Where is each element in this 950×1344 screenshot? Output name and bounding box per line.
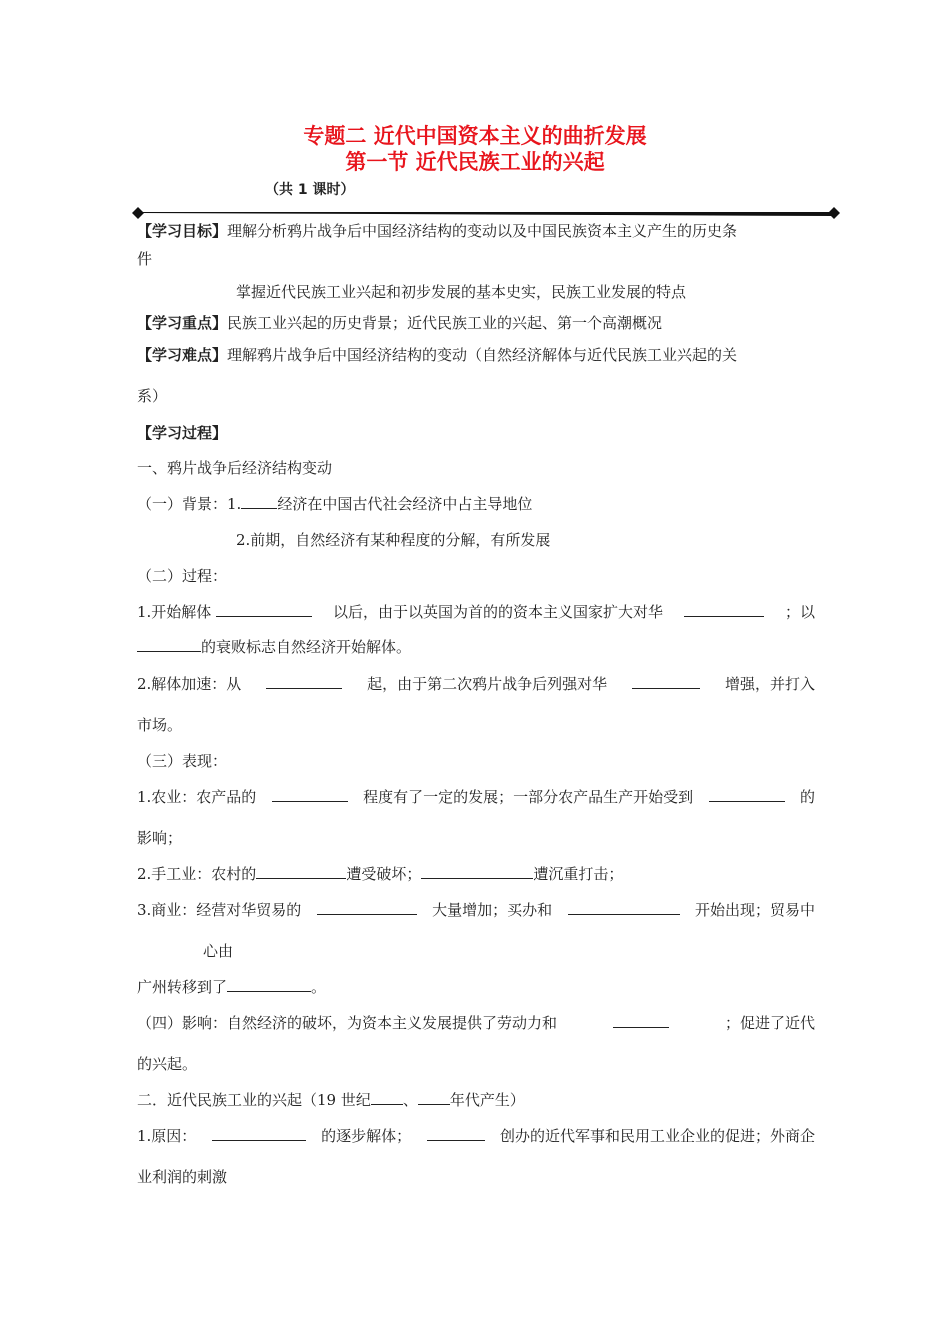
performance-line-3-cont: 心由: [203, 942, 234, 960]
diamond-right-icon: [828, 207, 840, 219]
performance-line-1-cont: 影响；: [137, 829, 183, 847]
cause-line-cont: 业利润的刺激: [137, 1168, 228, 1186]
process-subheading: （二）过程：: [137, 567, 228, 585]
fill-blank[interactable]: [613, 1012, 669, 1028]
performance-subheading: （三）表现：: [137, 752, 228, 770]
process-line-2: 2.解体加速：从 起，由于第二次鸦片战争后列强对华 增强，并打入: [137, 675, 815, 693]
fill-blank[interactable]: [227, 976, 311, 992]
process-heading: 【学习过程】: [137, 424, 228, 442]
section-2-heading: 二．近代民族工业的兴起（19 世纪 、 年代产生）: [137, 1091, 525, 1109]
goals-line-1: 【学习目标】理解分析鸦片战争后中国经济结构的变动以及中国民族资本主义产生的历史条: [137, 222, 738, 240]
divider-bar: [140, 212, 832, 216]
fill-blank[interactable]: [709, 786, 785, 802]
fill-blank[interactable]: [371, 1089, 403, 1105]
fill-blank[interactable]: [568, 899, 680, 915]
difficulty-line-cont: 系）: [137, 387, 168, 405]
focus-line: 【学习重点】民族工业兴起的历史背景；近代民族工业的兴起、第一个高潮概况: [137, 314, 663, 332]
fill-blank[interactable]: [216, 601, 312, 617]
fill-blank[interactable]: [137, 636, 201, 652]
class-hours: （共 1 课时）: [265, 182, 355, 198]
fill-blank[interactable]: [212, 1125, 306, 1141]
fill-blank[interactable]: [418, 1089, 450, 1105]
background-line-2: 2.前期，自然经济有某种程度的分解，有所发展: [236, 531, 551, 549]
decorative-divider: [132, 207, 840, 219]
cause-line: 1.原因： 的逐步解体； 创办的近代军事和民用工业企业的促进；外商企: [137, 1127, 815, 1145]
fill-blank[interactable]: [632, 673, 700, 689]
fill-blank[interactable]: [427, 1125, 485, 1141]
fill-blank[interactable]: [256, 863, 346, 879]
fill-blank[interactable]: [266, 673, 342, 689]
performance-line-2: 2.手工业：农村的 遭受破坏； 遭沉重打击；: [137, 865, 624, 883]
process-line-1: 1.开始解体 以后，由于以英国为首的的资本主义国家扩大对华 ；以: [137, 603, 815, 621]
difficulty-line: 【学习难点】理解鸦片战争后中国经济结构的变动（自然经济解体与近代民族工业兴起的关: [137, 346, 738, 364]
goals-line-1-cont: 件: [137, 250, 153, 268]
background-line-1: （一）背景：1. 经济在中国古代社会经济中占主导地位: [137, 495, 533, 513]
fill-blank[interactable]: [421, 863, 533, 879]
goals-line-2: 掌握近代民族工业兴起和初步发展的基本史实，民族工业发展的特点: [236, 283, 687, 301]
section-1-heading: 一、鸦片战争后经济结构变动: [137, 459, 333, 477]
performance-line-3-end: 广州转移到了 。: [137, 978, 327, 996]
performance-line-3: 3.商业：经营对华贸易的 大量增加；买办和 开始出现；贸易中: [137, 901, 815, 919]
page-title: 专题二 近代中国资本主义的曲折发展: [303, 124, 647, 148]
fill-blank[interactable]: [241, 493, 277, 509]
process-line-1-cont: 的衰败标志自然经济开始解体。: [137, 636, 411, 658]
performance-line-1: 1.农业：农产品的 程度有了一定的发展；一部分农产品生产开始受到 的: [137, 788, 815, 806]
fill-blank[interactable]: [317, 899, 417, 915]
fill-blank[interactable]: [684, 601, 764, 617]
process-line-2-cont: 市场。: [137, 716, 183, 734]
impact-line-cont: 的兴起。: [137, 1055, 198, 1073]
fill-blank[interactable]: [272, 786, 348, 802]
impact-line: （四）影响：自然经济的破坏，为资本主义发展提供了劳动力和 ；促进了近代: [137, 1014, 815, 1032]
section-title: 第一节 近代民族工业的兴起: [345, 150, 605, 174]
